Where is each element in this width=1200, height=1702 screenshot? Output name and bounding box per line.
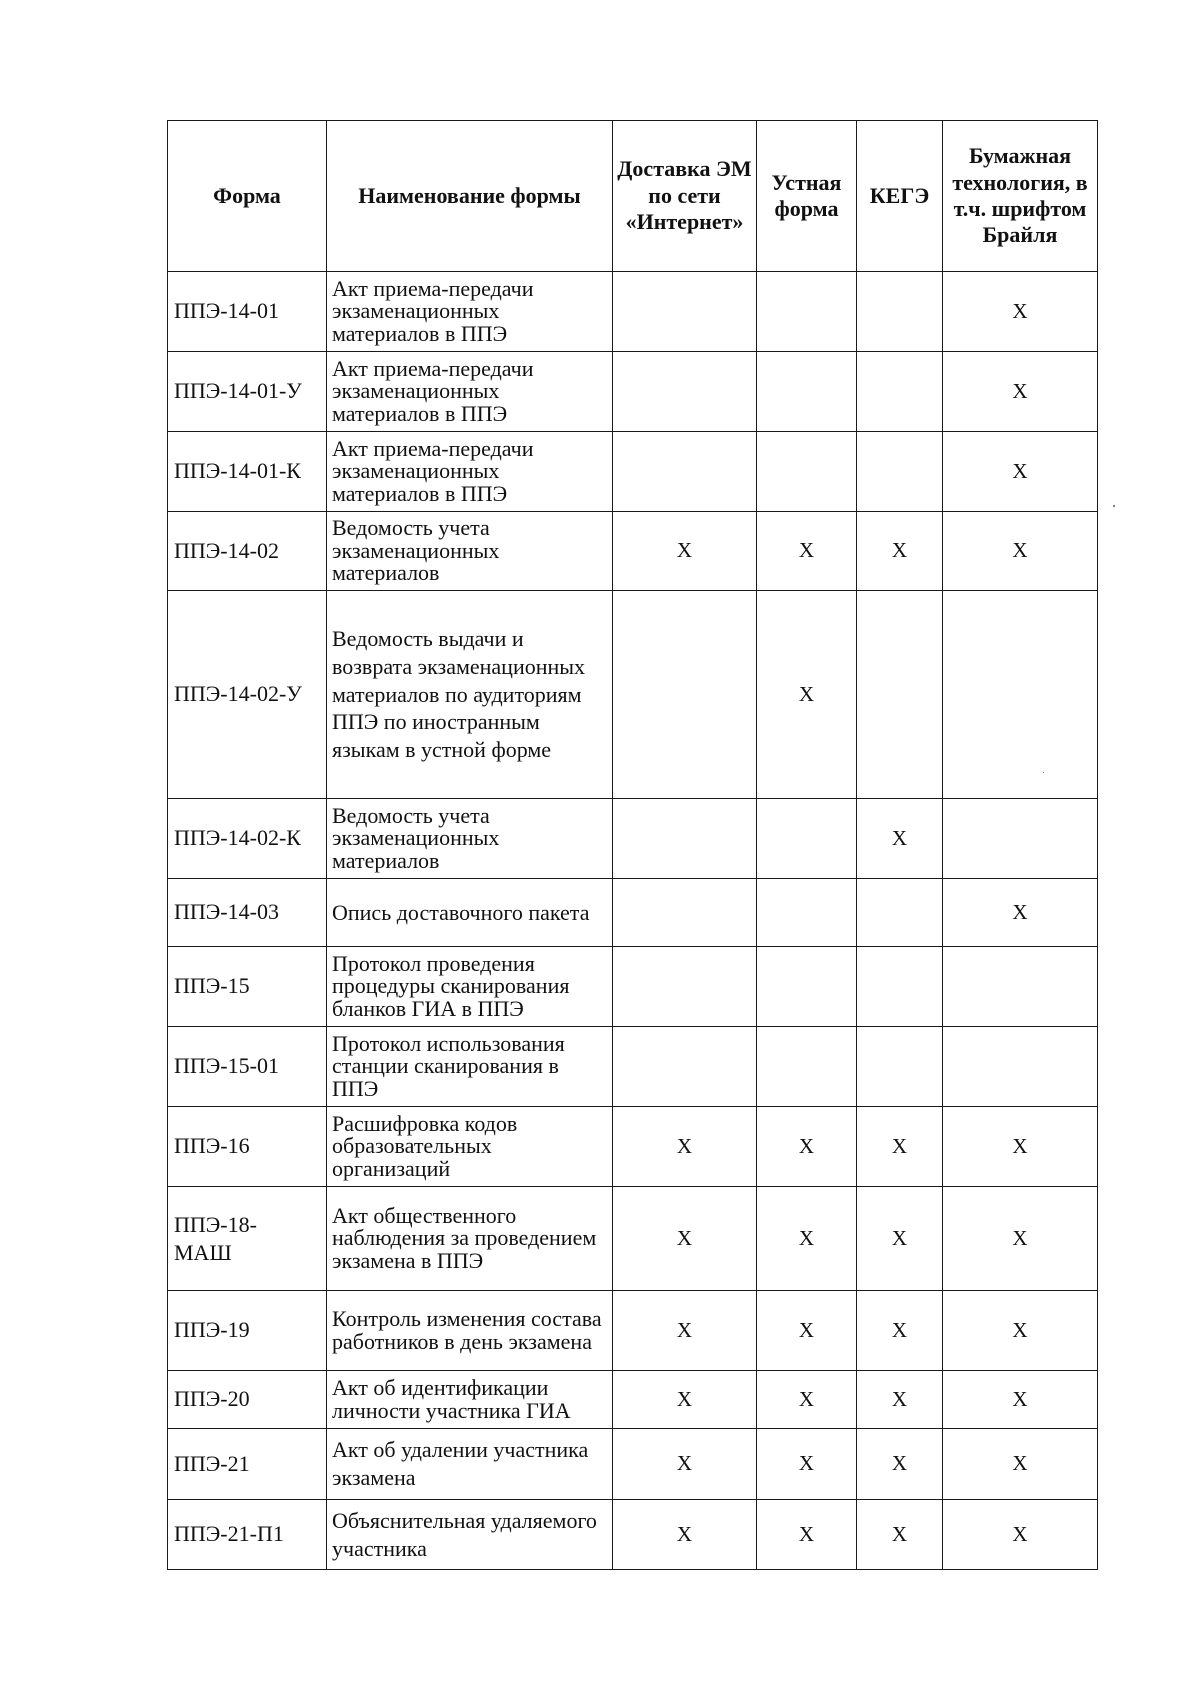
form-code: ППЭ-15-01 <box>168 1027 327 1107</box>
table-row <box>168 591 1098 799</box>
form-code: ППЭ-14-02-К <box>168 799 327 879</box>
form-name: Опись доставочного пакета <box>327 879 613 947</box>
mark-oral: X <box>757 1500 857 1570</box>
form-code: ППЭ-14-01 <box>168 272 327 352</box>
table-header <box>168 121 1098 272</box>
form-name: Акт приема-передачи экзаменационных материалов в ППЭ <box>327 272 613 352</box>
mark-internet <box>613 272 757 352</box>
mark-oral <box>757 947 857 1027</box>
mark-oral: X <box>757 512 857 591</box>
table-row <box>168 1107 1098 1187</box>
form-name: Протокол использования станции сканирования в ППЭ <box>327 1027 613 1107</box>
mark-internet <box>613 947 757 1027</box>
form-name: Акт общественного наблюдения за проведением экзамена в ППЭ <box>327 1187 613 1291</box>
mark-internet: X <box>613 1429 757 1500</box>
mark-paper: X <box>943 1291 1098 1371</box>
header-paper-technology: Бумажная технология, в т.ч. шрифтом Брайля <box>943 121 1098 272</box>
form-name: Ведомость учета экзаменационных материалов <box>327 512 613 591</box>
mark-oral: X <box>757 1429 857 1500</box>
table-row <box>168 512 1098 591</box>
header-kege: КЕГЭ <box>857 121 943 272</box>
mark-oral: X <box>757 1371 857 1429</box>
mark-kege: X <box>857 1500 943 1570</box>
table-row <box>168 1187 1098 1291</box>
mark-internet <box>613 591 757 799</box>
form-name: Ведомость выдачи и возврата экзаменационных материалов по аудиториям ППЭ по иностранным языкам в устной форме <box>327 591 613 799</box>
form-name: Акт об удалении участника экзамена <box>327 1429 613 1500</box>
mark-kege <box>857 591 943 799</box>
mark-kege: X <box>857 1107 943 1187</box>
mark-paper: X <box>943 1500 1098 1570</box>
mark-kege <box>857 947 943 1027</box>
form-code: ППЭ-18-МАШ <box>168 1187 327 1291</box>
mark-internet: X <box>613 1371 757 1429</box>
mark-internet <box>613 879 757 947</box>
mark-paper: X <box>943 272 1098 352</box>
mark-paper: X <box>943 432 1098 512</box>
mark-kege: X <box>857 1371 943 1429</box>
mark-paper: X <box>943 352 1098 432</box>
mark-oral <box>757 879 857 947</box>
form-code: ППЭ-15 <box>168 947 327 1027</box>
scan-speck <box>1113 505 1115 507</box>
form-code: ППЭ-14-01-К <box>168 432 327 512</box>
table-row <box>168 352 1098 432</box>
mark-oral: X <box>757 1107 857 1187</box>
mark-oral <box>757 352 857 432</box>
table-row <box>168 799 1098 879</box>
mark-kege <box>857 272 943 352</box>
mark-internet <box>613 1027 757 1107</box>
mark-internet <box>613 432 757 512</box>
mark-internet: X <box>613 1500 757 1570</box>
table-row <box>168 1429 1098 1500</box>
mark-oral: X <box>757 1291 857 1371</box>
header-row <box>168 121 1098 272</box>
mark-paper <box>943 947 1098 1027</box>
table-row <box>168 1500 1098 1570</box>
form-code: ППЭ-19 <box>168 1291 327 1371</box>
mark-paper <box>943 799 1098 879</box>
form-name: Протокол проведения процедуры сканирования бланков ГИА в ППЭ <box>327 947 613 1027</box>
mark-internet <box>613 799 757 879</box>
mark-kege: X <box>857 799 943 879</box>
form-code: ППЭ-16 <box>168 1107 327 1187</box>
mark-paper <box>943 1027 1098 1107</box>
mark-oral <box>757 1027 857 1107</box>
table-row <box>168 879 1098 947</box>
mark-oral: X <box>757 1187 857 1291</box>
mark-kege <box>857 1027 943 1107</box>
form-name: Ведомость учета экзаменационных материалов <box>327 799 613 879</box>
mark-kege <box>857 879 943 947</box>
mark-paper <box>943 591 1098 799</box>
mark-oral: X <box>757 591 857 799</box>
form-name: Акт приема-передачи экзаменационных материалов в ППЭ <box>327 432 613 512</box>
mark-kege <box>857 432 943 512</box>
mark-kege: X <box>857 512 943 591</box>
form-name: Объяснительная удаляемого участника <box>327 1500 613 1570</box>
mark-paper: X <box>943 1107 1098 1187</box>
mark-paper: X <box>943 879 1098 947</box>
form-name: Контроль изменения состава работников в день экзамена <box>327 1291 613 1371</box>
mark-internet: X <box>613 1187 757 1291</box>
table-row <box>168 947 1098 1027</box>
form-code: ППЭ-14-01-У <box>168 352 327 432</box>
mark-paper: X <box>943 512 1098 591</box>
mark-oral <box>757 432 857 512</box>
mark-oral <box>757 799 857 879</box>
form-code: ППЭ-14-02 <box>168 512 327 591</box>
table-row <box>168 1027 1098 1107</box>
mark-paper: X <box>943 1187 1098 1291</box>
form-code: ППЭ-20 <box>168 1371 327 1429</box>
scan-speck <box>1043 772 1044 773</box>
form-name: Акт об идентификации личности участника ГИА <box>327 1371 613 1429</box>
mark-internet: X <box>613 512 757 591</box>
form-code: ППЭ-21-П1 <box>168 1500 327 1570</box>
table-row <box>168 1371 1098 1429</box>
form-code: ППЭ-21 <box>168 1429 327 1500</box>
mark-paper: X <box>943 1371 1098 1429</box>
mark-internet <box>613 352 757 432</box>
form-code: ППЭ-14-03 <box>168 879 327 947</box>
form-name: Акт приема-передачи экзаменационных материалов в ППЭ <box>327 352 613 432</box>
table-row <box>168 1291 1098 1371</box>
mark-oral <box>757 272 857 352</box>
mark-kege: X <box>857 1187 943 1291</box>
header-oral-form: Устная форма <box>757 121 857 272</box>
mark-kege <box>857 352 943 432</box>
mark-internet: X <box>613 1291 757 1371</box>
forms-table <box>167 120 1098 1570</box>
mark-kege: X <box>857 1291 943 1371</box>
table-row <box>168 432 1098 512</box>
header-form-name: Наименование формы <box>327 121 613 272</box>
form-code: ППЭ-14-02-У <box>168 591 327 799</box>
mark-paper: X <box>943 1429 1098 1500</box>
table-row <box>168 272 1098 352</box>
header-form-code: Форма <box>168 121 327 272</box>
form-name: Расшифровка кодов образовательных организаций <box>327 1107 613 1187</box>
mark-internet: X <box>613 1107 757 1187</box>
mark-kege: X <box>857 1429 943 1500</box>
header-internet-delivery: Доставка ЭМ по сети «Интернет» <box>613 121 757 272</box>
table-body <box>168 272 1098 1570</box>
